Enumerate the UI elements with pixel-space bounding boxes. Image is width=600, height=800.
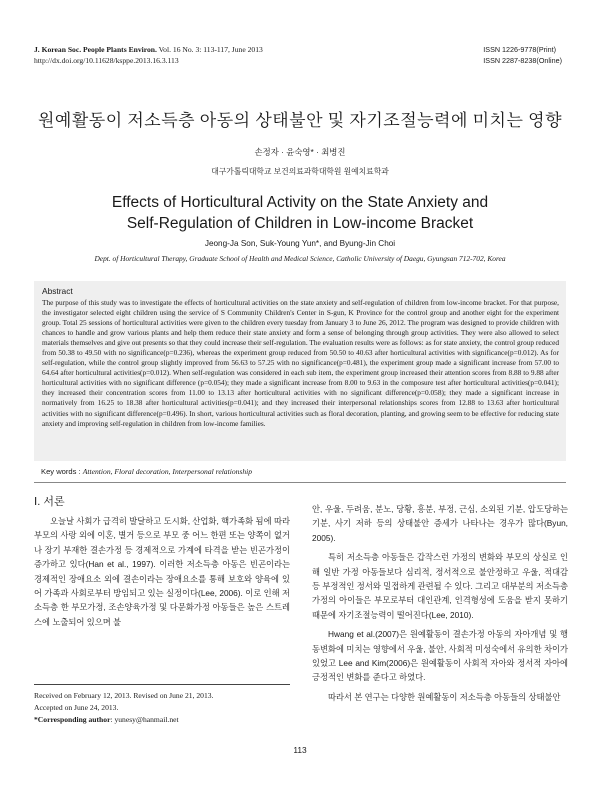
body-right-column: [312, 502, 568, 709]
body-paragraph-continued: 안, 우울, 두려움, 분노, 당황, 흥분, 부정, 근심, 소외된 기분, 압도당하는 기분, 사기 저하 등의 상태불안 증세가 나타나는 경우가 많다(Byun, 2005).: [312, 504, 568, 543]
english-title-line-2: Self-Regulation of Children in Low-income Bracket: [126, 215, 474, 232]
korean-title: 원예활동이 저소득층 아동의 상태불안 및 자기조절능력에 미치는 영향: [38, 111, 562, 130]
volume-info: Vol. 16 No. 3: 113-117, June 2013: [156, 45, 263, 54]
english-affiliation: Dept. of Horticultural Therapy, Graduate School of Health and Medical Science, Catholic University of Daegu, Gyungsan 712-702, Korea: [94, 254, 506, 263]
corresponding-label: *Corresponding author: [34, 715, 111, 724]
received-date: Received on February 12, 2013. Revised on June 21, 2013.: [34, 691, 214, 700]
english-title-line-1: Effects of Horticultural Activity on the State Anxiety and: [111, 194, 489, 211]
issn-block: [483, 44, 562, 66]
body-paragraph: Hwang et al.(2007)은 원예활동이 결손가정 아동의 자아개념 및 행동변화에 미치는 영향에서 우울, 불안, 사회적 미성숙에서 유의한 차이가 있었고 Lee and Kim(2006)은 원예활동이 사회적 자아와 정서적 자아에 긍정적인 변화를 준다고 하였다.: [312, 629, 568, 683]
keywords-divider: [34, 482, 566, 483]
abstract-heading: Abstract: [42, 286, 73, 296]
footnote: [34, 690, 290, 726]
korean-authors: 손정자 · 윤숙영* · 최병진: [254, 147, 346, 157]
accepted-date: Accepted on June 24, 2013.: [34, 703, 119, 712]
journal-header: [34, 44, 263, 66]
journal-name: J. Korean Soc. People Plants Environ.: [34, 45, 157, 54]
english-authors: Jeong-Ja Son, Suk-Young Yun*, and Byung-Jin Choi: [204, 239, 396, 248]
body-paragraph: 오늘날 사회가 급격히 발달하고 도시화, 산업화, 핵가족화 됨에 따라 부모의 사랑 외에 이혼, 별거 등으로 부모 중 어느 한편 또는 양쪽이 없거나 장기 부재한 결손가정 등 경제적으로 가계에 타격을 받는 빈곤가정이 증가하고 있다(Han et al., 1997). 이러한 저소득층 아동은 빈곤이라는 경제적인 장애요소 외에 결손이라는 장애요소를 통해 보호와 양육에 있어 가족과 사회로부터 방임되고 있는 실정이다(Lee, 2006). 이로 인해 저소득층 한 부모가정, 조손양육가정 및 다문화가정 아동들은 높은 스트레스에 노출되어 있으며 불: [34, 516, 290, 627]
issn-online: ISSN 2287-8238(Online): [483, 56, 562, 65]
keywords-line: [41, 467, 252, 476]
corresponding-email[interactable]: : yunesy@hanmail.net: [110, 715, 179, 724]
footnote-divider: [34, 684, 290, 685]
body-left-column: [34, 514, 290, 629]
keywords-values: Attention, Floral decoration, Interpersonal relationship: [82, 467, 253, 476]
abstract-box: [34, 281, 566, 461]
issn-print: ISSN 1226-9778(Print): [483, 45, 556, 54]
doi-link[interactable]: http://dx.doi.org/10.11628/ksppe.2013.16.3.113: [34, 56, 179, 65]
section-heading: Ⅰ. 서론: [34, 496, 65, 508]
body-paragraph: 따라서 본 연구는 다양한 원예활동이 저소득층 아동들의 상태불안: [328, 691, 561, 702]
corresponding-author: [34, 714, 290, 726]
body-paragraph: 특히 저소득층 아동들은 갑작스런 가정의 변화와 부모의 상실로 인해 일반 가정 아동들보다 심리적, 정서적으로 불안정하고 우울, 적대감 등 부정적인 정서와 밀접하게 관련될 수 있다. 그리고 대부분의 저소득층 가정의 아이들은 부모로부터 대인관계, 인격형성에 도움을 받지 못하기 때문에 자기조절능력이 떨어진다(Lee, 2010).: [312, 552, 568, 620]
abstract-text: The purpose of this study was to investigate the effects of horticultural activities on the state anxiety and self-regulation of children from low-income bracket. For that purpose, the investigator selected eight children using the service of S Community Children's Center in S-gun, K Province for the control group and another eight for the experiment group. Total 25 sessions of horticultural activities were given to the children every tuesday from January 3 to June 26, 2012. The program was designed to provide children with chances to handle and grow various plants and help them reduce their state anxiety and form a sense of belonging through group activities. They were also allowed to select materials themselves and give out presents so that they could increase their self-regulation. The evaluation results were as follows: as for state anxiety, the control group reduced from 50.38 to 49.50 with no significance(p=0.236), whereas the experiment group reduced from 50.50 to 40.63 after horticultural activities with significance(p=0.012). As for self-regulation, while the control group slightly improved from 56.63 to 57.25 with no significance(p=0.481), the experiment group made a significant increase from 57.00 to 64.64 after horticultural activities(p=0.012). When self-regulation was considered in each sub item, the experiment group increased their attention scores from 8.88 to 9.88 after horticultural activities with no significant difference (p=0.054); they made a significant increase from 8.00 to 9.63 in the composure test after horticultural activities(p=0.041); they increased their concentration scores from 11.00 to 13.13 after horticultural activities with no significant difference(p=0.058); they made a significant increase in normatively from 16.25 to 18.38 after horticultural activities(p=0.041); and they increased their interpersonal relationships scores from 12.88 to 13.63 after horticultural activities with no significant difference(p=0.496). In short, various horticultural activities such as floral decoration, planting, and growing seem to be effective for reducing state anxiety and improving self-regulation in children from low-income families.: [42, 298, 559, 428]
english-title: [0, 192, 600, 234]
page-number: 113: [293, 745, 307, 755]
keywords-label: Key words :: [41, 467, 83, 476]
korean-affiliation: 대구가톨릭대학교 보건의료과학대학원 원예치료학과: [211, 167, 389, 176]
